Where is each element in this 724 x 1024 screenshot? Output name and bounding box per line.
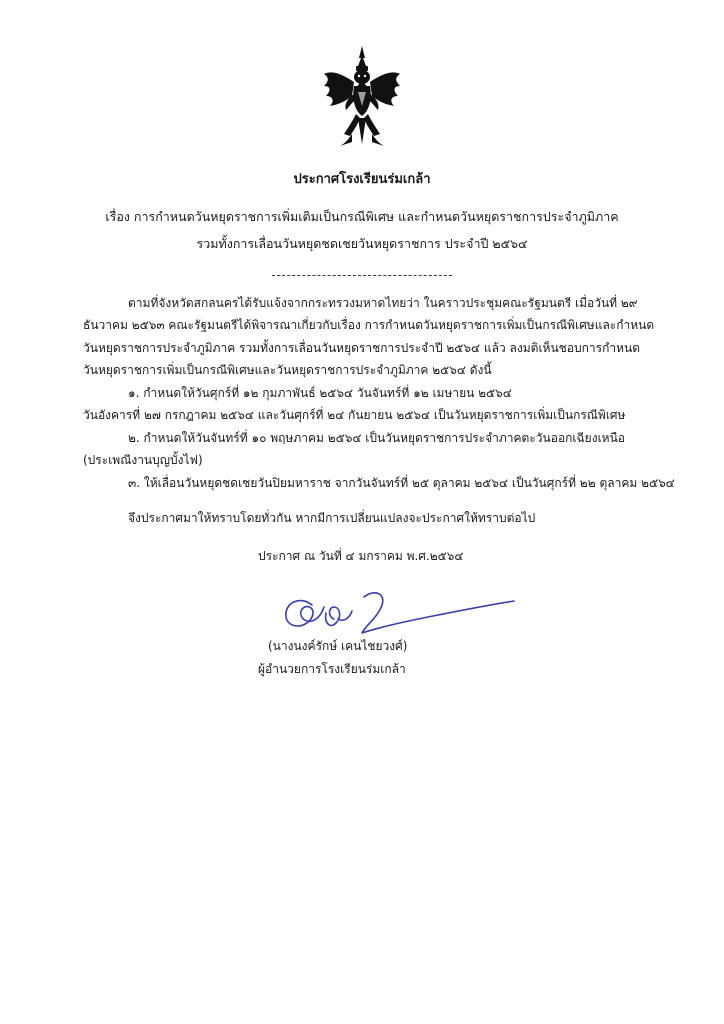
handwritten-signature (278, 583, 518, 639)
signatory-name: (นางนงค์รักษ์ เคนไชยวงศ์) (268, 639, 408, 653)
item-2-line-2: (ประเพณีงานบุญบั้งไฟ) (83, 453, 203, 467)
item-2-line-1: ๒. กำหนดให้วันจันทร์ที่ ๑๐ พฤษภาคม ๒๕๖๔ เป็นวันหยุดราชการประจำภาคตะวันออกเฉียงเหนือ (128, 431, 625, 445)
signatory-position: ผู้อำนวยการโรงเรียนร่มเกล้า (258, 662, 406, 676)
document-title: ประกาศโรงเรียนร่มเกล้า (293, 172, 431, 187)
body-line-4: วันหยุดราชการเพิ่มเป็นกรณีพิเศษและวันหยุดราชการประจำภูมิภาค ๒๕๖๔ ดังนี้ (83, 363, 492, 377)
subject-line-1: เรื่อง การกำหนดวันหยุดราชการเพิ่มเติมเป็นกรณีพิเศษ และกำหนดวันหยุดราชการประจำภูมิภาค (105, 209, 619, 224)
divider-line (272, 275, 452, 276)
item-1-line-2: วันอังคารที่ ๒๗ กรกฎาคม ๒๕๖๔ และวันศุกร์ที่ ๒๔ กันยายน ๒๕๖๔ เป็นวันหยุดราชการเพิ่มเป็นกรณีพิเศษ (83, 408, 626, 422)
item-1-line-1: ๑. กำหนดให้วันศุกร์ที่ ๑๒ กุมภาพันธ์ ๒๕๖๔ วันจันทร์ที่ ๑๒ เมษายน ๒๕๖๔ (128, 386, 512, 400)
item-3-line-1: ๓. ให้เลื่อนวันหยุดชดเชยวันปิยมหาราช จากวันจันทร์ที่ ๒๕ ตุลาคม ๒๕๖๔ เป็นวันศุกร์ที่ ๒๒ ตุลาคม ๒๕๖๔ (128, 476, 675, 490)
closing-statement: จึงประกาศมาให้ทราบโดยทั่วกัน หากมีการเปลี่ยนแปลงจะประกาศให้ทราบต่อไป (128, 511, 536, 525)
announcement-date: ประกาศ ณ วันที่ ๔ มกราคม พ.ศ.๒๕๖๔ (258, 549, 464, 563)
garuda-emblem-icon (322, 44, 402, 148)
body-line-2: ธันวาคม ๒๕๖๓ คณะรัฐมนตรีได้พิจารณาเกี่ยวกับเรื่อง การกำหนดวันหยุดราชการเพิ่มเป็นกรณีพิเศษและกำหนด (83, 318, 655, 332)
body-line-1: ตามที่จังหวัดสกลนครได้รับแจ้งจากกระทรวงมหาดไทยว่า ในคราวประชุมคณะรัฐมนตรี เมื่อวันที่ ๒๙ (128, 296, 638, 310)
subject-line-2: รวมทั้งการเลื่อนวันหยุดชดเชยวันหยุดราชการ ประจำปี ๒๕๖๔ (196, 236, 528, 251)
body-line-3: วันหยุดราชการประจำภูมิภาค รวมทั้งการเลื่อนวันหยุดราชการประจำปี ๒๕๖๔ แล้ว ลงมติเห็นชอบการกำหนด (83, 341, 640, 355)
